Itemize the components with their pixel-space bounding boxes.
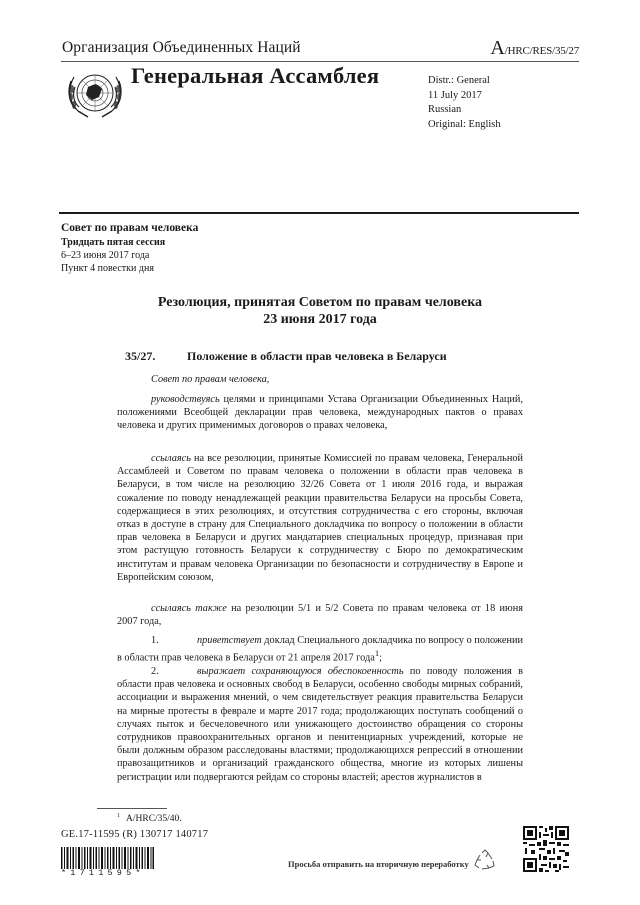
p2-text: на все резолюции, принятые Комиссией по правам человека, Генеральной Ассамблеей и Советом по правам человека о положении в области прав человека в Беларуси, в том числе на резолюцию 32/26 Совета от 1 июля 2016 года, и выражая сожаление по поводу ненадлежащей реакции правительства Беларуси на просьбы Совета, содержащиеся в этих резолюциях, и отсутствия сотрудничества с его стороны, включая отказ в доступе в страну для Специального докладчика по вопросу о положении в области прав человека в Беларуси и других мандатариев специальных процедур, признавая при этом растущую готовность Беларуси к сотрудничеству с Бюро по демократическим институтам и правам человека Организации по безопасности и сотрудничеству в Европе и Европейским союзом,	[117, 453, 523, 583]
p2-lead: ссылаясь	[151, 453, 191, 464]
organization-name: Организация Объединенных Наций	[62, 39, 301, 56]
barcode-text: *1711595*	[61, 868, 145, 878]
p1-text: целями и принципами Устава Организации Объединенных Наций, положениями Всеобщей декларации прав человека, международных пактов о правах человека и других применимых договоров о правах человека,	[117, 394, 523, 432]
footnote-rule	[97, 808, 167, 809]
op2-text: по поводу положения в области прав человека и основных свобод в Беларуси, особенно свободы мирных собраний, ассоциации и выражения мнений, о чем свидетельствует реакция правительства Беларуси на мирные протесты в феврале и марте 2017 года; продолжающих поступать сообщений о случаях пыток и бесчеловечного или унижающего достоинство обращения со стороны сотрудников правоохранительных органов и пенитенциарных учреждений, которые не были должным образом расследованы властями; продолжающихся репрессий в отношении правозащитников и организаций гражданского общества, многие из которых лишены регистрации или подвергаются рейдам со стороны властей; арестов журналистов в	[117, 666, 523, 783]
op1-number: 1.	[151, 635, 159, 646]
operative-paragraph-1	[117, 634, 523, 665]
qr-code-icon[interactable]	[523, 826, 569, 872]
footnote-number: 1	[117, 813, 120, 819]
p1-lead: руководствуясь	[151, 394, 220, 405]
issue-date: 11 July 2017	[428, 89, 482, 101]
section-rule	[59, 212, 579, 214]
resolution-title-line1: Резолюция, принятая Советом по правам человека	[157, 295, 483, 310]
distribution: Distr.: General	[428, 75, 490, 86]
document-symbol	[490, 37, 579, 60]
footnote-ref[interactable]: 1	[374, 648, 380, 659]
op1-lead: приветствует	[197, 635, 262, 646]
p3-text: на резолюции 5/1 и 5/2 Совета по правам человека от 18 июня 2007 года,	[117, 603, 523, 628]
session: Тридцать пятая сессия	[61, 237, 166, 248]
recycle-icon	[474, 849, 496, 873]
job-number: GE.17-11595 (R) 130717 140717	[61, 829, 209, 840]
general-assembly-title: Генеральная Ассамблея	[131, 63, 380, 88]
resolution-number: 35/27.	[125, 349, 156, 363]
op1-end: ;	[379, 652, 382, 664]
op1-text: доклад Специального докладчика по вопросу о положении в области прав человека в Беларуси от 21 апреля 2017 года	[117, 635, 523, 664]
language: Russian	[428, 104, 462, 115]
footnote	[117, 813, 182, 824]
preamble-paragraph-3	[117, 602, 523, 628]
op2-lead: выражает сохраняющуюся обеспокоенность	[197, 666, 404, 677]
operative-paragraph-2	[117, 665, 523, 784]
preamble-intro-text: Совет по правам человека,	[151, 374, 270, 385]
agenda-item: Пункт 4 повестки дня	[61, 263, 154, 274]
barcode-icon	[61, 847, 154, 869]
footnote-text: A/HRC/35/40.	[126, 814, 182, 825]
preamble-intro	[117, 373, 523, 386]
resolution-heading: Положение в области прав человека в Беларуси	[187, 349, 447, 363]
original-language: Original: English	[428, 118, 501, 130]
resolution-title-line2: 23 июня 2017 года	[263, 312, 377, 327]
un-emblem-icon	[66, 67, 124, 119]
symbol-prefix: A	[490, 37, 505, 59]
symbol-rest: /HRC/RES/35/27	[504, 45, 579, 57]
preamble-paragraph-2	[117, 452, 523, 584]
council-name: Совет по правам человека	[61, 222, 199, 234]
preamble-paragraph-1	[117, 393, 523, 433]
recycle-text: Просьба отправить на вторичную переработку	[288, 859, 469, 869]
header-rule	[61, 61, 579, 62]
resolution-title	[61, 294, 579, 328]
session-dates: 6–23 июня 2017 года	[61, 250, 150, 261]
op2-number: 2.	[151, 666, 159, 677]
distribution-block	[428, 74, 501, 132]
p3-lead: ссылаясь также	[151, 603, 227, 614]
